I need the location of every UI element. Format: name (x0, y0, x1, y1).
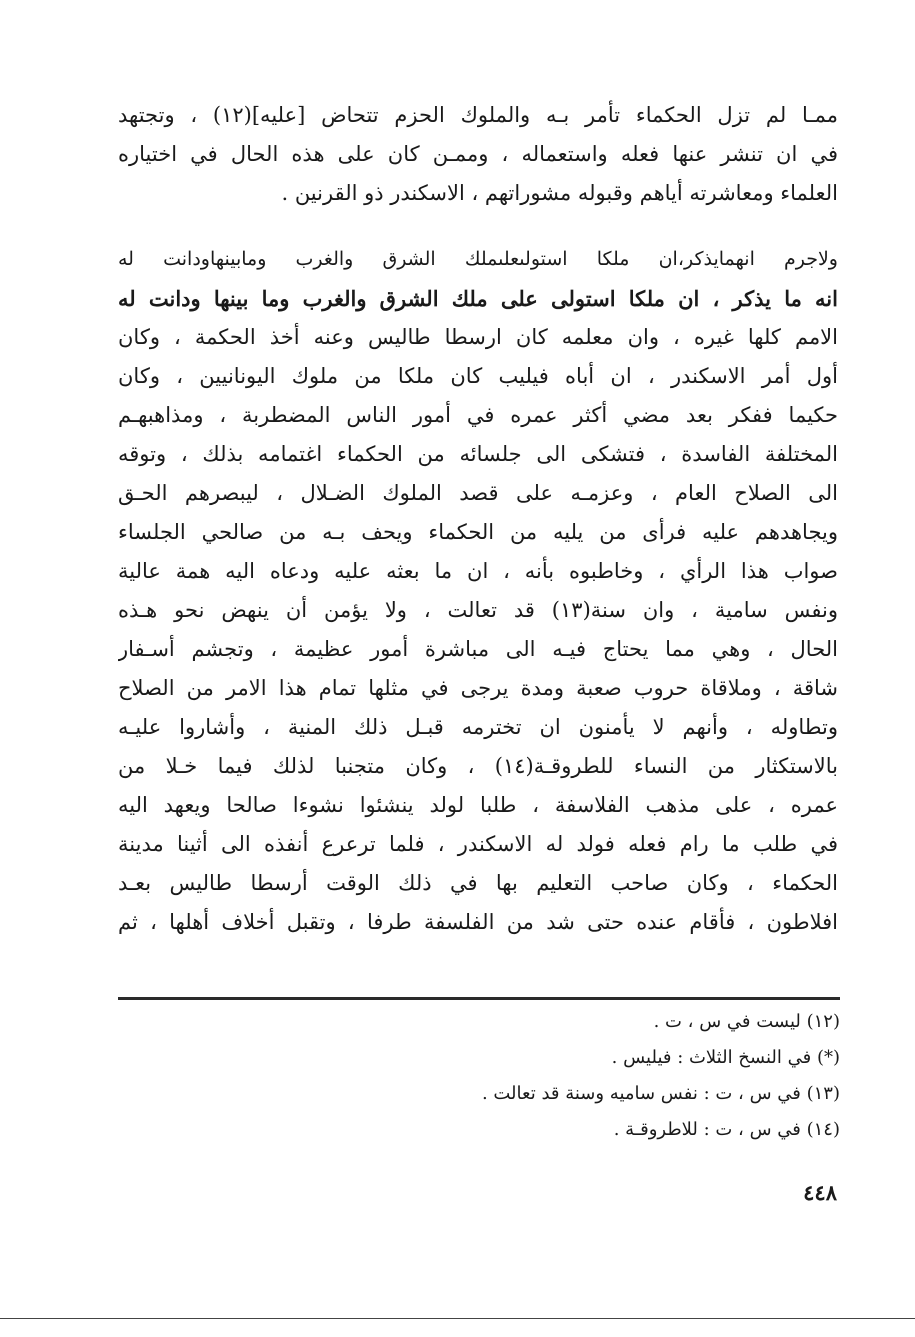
paragraph-opening (118, 96, 838, 213)
text-line: ونفس سامية ، وان سنة(١٣) قد تعالت ، ولا يؤمن أن ينهض نحو هـذه (118, 598, 838, 622)
footnote-divider (118, 997, 840, 1000)
text-line: في طلب ما رام فعله فولد له الاسكندر ، فلما ترعرع أنفذه الى أثينا مدينة (118, 832, 838, 856)
text-line: انه ما يذكر ، ان ملكا استولى على ملك الشرق والغرب وما بينها ودانت له (118, 286, 838, 311)
page-number: ٤٤٨ (803, 1180, 837, 1205)
page-edge-line (0, 1318, 915, 1319)
text-line: صواب هذا الرأي ، وخاطبوه بأنه ، ان ما بعثه عليه ودعاه اليه همة عالية (118, 559, 838, 583)
footnotes (118, 1004, 840, 1148)
text-line: ممـا لم تزل الحكماء تأمر بـه والملوك الحزم تتحاض [عليه](١٢) ، وتجتهد (118, 103, 838, 127)
text-line: الحال ، وهي مما يحتاج فيـه الى مباشرة أمور عظيمة ، وتجشم أسـفار (118, 637, 838, 661)
footnote: (١٢) ليست في س ، ت . (653, 1011, 840, 1032)
paragraph-alexander (118, 240, 838, 981)
text-line: ويجاهدهم عليه فرأى من يليه من الحكماء ويحف بـه من صالحي الجلساء (118, 520, 838, 544)
footnote: (١٤) في س ، ت : للاطروقـة . (613, 1119, 840, 1140)
text-line: شاقة ، وملاقاة حروب صعبة ومدة يرجى في مثلها تمام هذا الامر من الصلاح (118, 676, 838, 700)
text-line: في ان تنشر عنها فعله واستعماله ، وممـن كان على هذه الحال في اختياره (118, 142, 838, 166)
footnote: (*) في النسخ الثلاث : فيليس . (611, 1047, 840, 1068)
text-line: ولاجرم انهمايذكر،ان ملكا استولىعلىملك الشرق والغرب ومابينهاودانت له (118, 248, 838, 270)
text-line: الحكماء ، وكان صاحب التعليم بها في ذلك الوقت أرسطا طاليس بعـد (118, 871, 838, 895)
text-line: افلاطون ، فأقام عنده حتى شد من الفلسفة طرفا ، وتقبل أخلاف أهلها ، ثم (118, 910, 838, 934)
text-line: الامم كلها غيره ، وان معلمه كان ارسطا طاليس وعنه أخذ الحكمة ، وكان (118, 325, 838, 349)
text-line: الى الصلاح العام ، وعزمـه على قصد الملوك الضـلال ، ليبصرهم الحـق (118, 481, 838, 505)
text-line: المختلفة الفاسدة ، فتشكى الى جلسائه من الحكماء اغتمامه بذلك ، وتوقه (118, 442, 838, 466)
footnote: (١٣) في س ، ت : نفس ساميه وسنة قد تعالت . (481, 1083, 840, 1104)
text-line: العلماء ومعاشرته أياهم وقبوله مشوراتهم ، الاسكندر ذو القرنين . (281, 181, 838, 205)
text-line: أول أمر الاسكندر ، ان أباه فيليب كان ملكا من ملوك اليونانيين ، وكان (118, 364, 838, 388)
text-line: وتطاوله ، وأنهم لا يأمنون ان تخترمه قبـل ذلك المنية ، وأشاروا عليـه (118, 715, 838, 739)
text-line: عمره ، على مذهب الفلاسفة ، طلبا لولد ينشئوا نشوءا صالحا ويعهد اليه (118, 793, 838, 817)
text-line (118, 942, 838, 981)
text-line: حكيما ففكر بعد مضي أكثر عمره في أمور الناس المضطربة ، ومذاهبهـم (118, 403, 838, 427)
text-line: بالاستكثار من النساء للطروقـة(١٤) ، وكان متجنبا لذلك فيما خـلا من (118, 754, 838, 778)
